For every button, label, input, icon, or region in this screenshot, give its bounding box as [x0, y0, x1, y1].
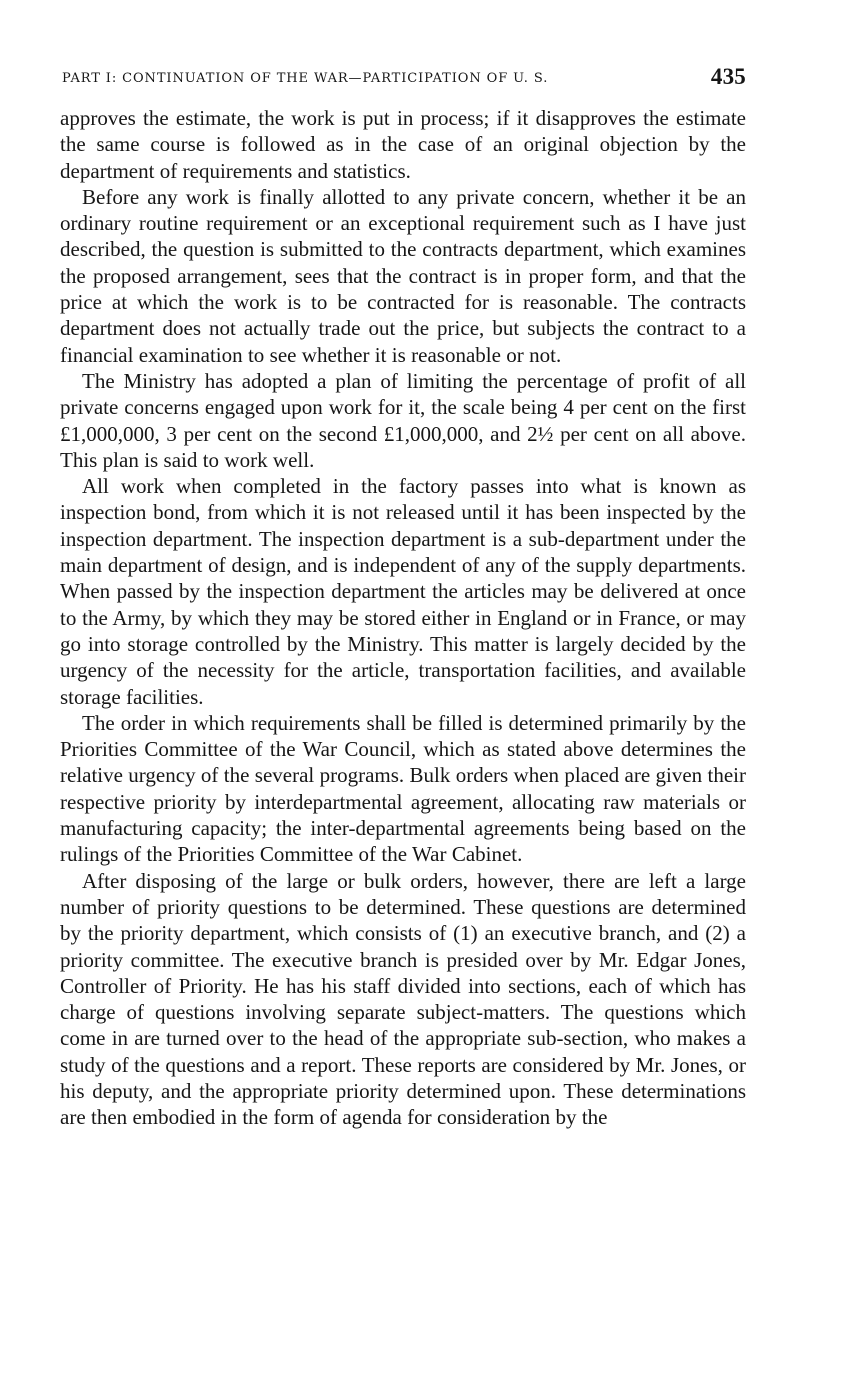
running-head-title: PART I: CONTINUATION OF THE WAR—PARTICIPATION OF U. S.: [62, 71, 549, 86]
inspection-paragraph: All work when completed in the factory passes into what is known as inspection bond, from which it is not released until it has been inspected by the inspection department. The inspection department is a sub-department under the main department of design, and is independent of any of the supply departments. When passed by the inspection department the articles may be delivered at once to the Army, by which they may be stored either in England or in France, or may go into storage controlled by the Ministry. This matter is largely decided by the urgency of the necessity for the article, transportation facilities, and available storage facilities.: [60, 474, 746, 709]
page-number: 435: [710, 64, 746, 89]
contracts-paragraph: Before any work is finally allotted to any private concern, whether it be an ordinary routine requirement or an exceptional requirement such as I have just described, the question is submitted to the contracts department, which examines the proposed arrangement, sees that the contract is in proper form, and that the price at which the work is to be contracted for is reasonable. The contracts department does not actually trade out the price, but subjects the contract to a financial examination to see whether it is reasonable or not.: [60, 184, 746, 367]
continued-paragraph: approves the estimate, the work is put in process; if it disapproves the estimate the same course is followed as in the case of an original objection by the department of requirements and statistics.: [60, 106, 746, 183]
running-head: [60, 62, 746, 96]
priority-department-paragraph: After disposing of the large or bulk orders, however, there are left a large number of priority questions to be determined. These questions are determined by the priority department, which consists of (1) an executive branch, and (2) a priority committee. The executive branch is presided over by Mr. Edgar Jones, Controller of Priority. He has his staff divided into sections, each of which has charge of questions involving separate subject-matters. The questions which come in are turned over to the head of the appropriate sub-section, who makes a study of the questions and a report. These reports are considered by Mr. Jones, or his deputy, and the appropriate priority determined upon. These determinations are then embodied in the form of agenda for consideration by the: [60, 868, 746, 1130]
body-text: [60, 105, 746, 1131]
priorities-paragraph: The order in which requirements shall be filled is determined primarily by the Priorities Committee of the War Council, which as stated above determines the relative urgency of the several programs. Bulk orders when placed are given their respective priority by interdepartmental agreement, allocating raw materials or manufacturing capacity; the inter-departmental agreements being based on the rulings of the Priorities Committee of the War Cabinet.: [60, 710, 746, 867]
book-page: [60, 62, 746, 1131]
profit-limit-paragraph: The Ministry has adopted a plan of limiting the percentage of profit of all private concerns engaged upon work for it, the scale being 4 per cent on the first £1,000,000, 3 per cent on the second £1,000,000, and 2½ per cent on all above. This plan is said to work well.: [60, 368, 746, 472]
